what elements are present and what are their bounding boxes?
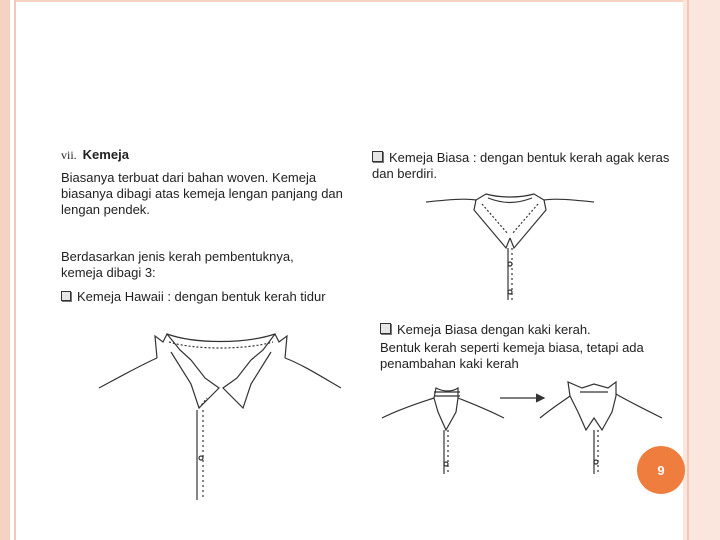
hawaii-item-text: Kemeja Hawaii : dengan bentuk kerah tidur [77,289,326,304]
biasa-item-text: Kemeja Biasa : dengan bentuk kerah agak keras dan berdiri. [372,150,670,181]
hawaii-collar-shirt-icon [95,330,345,500]
kaki-item-description: Bentuk kerah seperti kemeja biasa, tetapi ada penambahan kaki kerah [380,340,644,371]
frame-border-left [0,0,10,540]
bullet-icon [372,151,383,162]
biasa-item [372,150,672,182]
section-title: Kemeja [82,147,129,162]
frame-line-right [687,0,689,540]
frame-line-left [14,0,16,540]
intro-paragraph: Biasanya terbuat dari bahan woven. Kemeja biasanya dibagi atas kemeja lengan panjang dan lengan pendek. [61,170,343,217]
types-intro-paragraph: Berdasarkan jenis kerah pembentuknya, kemeja dibagi 3: [61,249,294,280]
section-number: vii. [61,148,77,162]
page-number-badge: 9 [637,446,685,494]
collar-stand-shirt-icon [372,378,672,476]
bullet-icon [61,291,71,301]
bullet-icon [380,323,391,334]
kaki-item-title: Kemeja Biasa dengan kaki kerah. [397,322,591,337]
kaki-item [380,322,680,338]
section-heading [61,147,341,163]
standard-collar-shirt-icon [420,190,600,302]
hawaii-item [61,289,331,305]
frame-border-top [16,0,683,2]
